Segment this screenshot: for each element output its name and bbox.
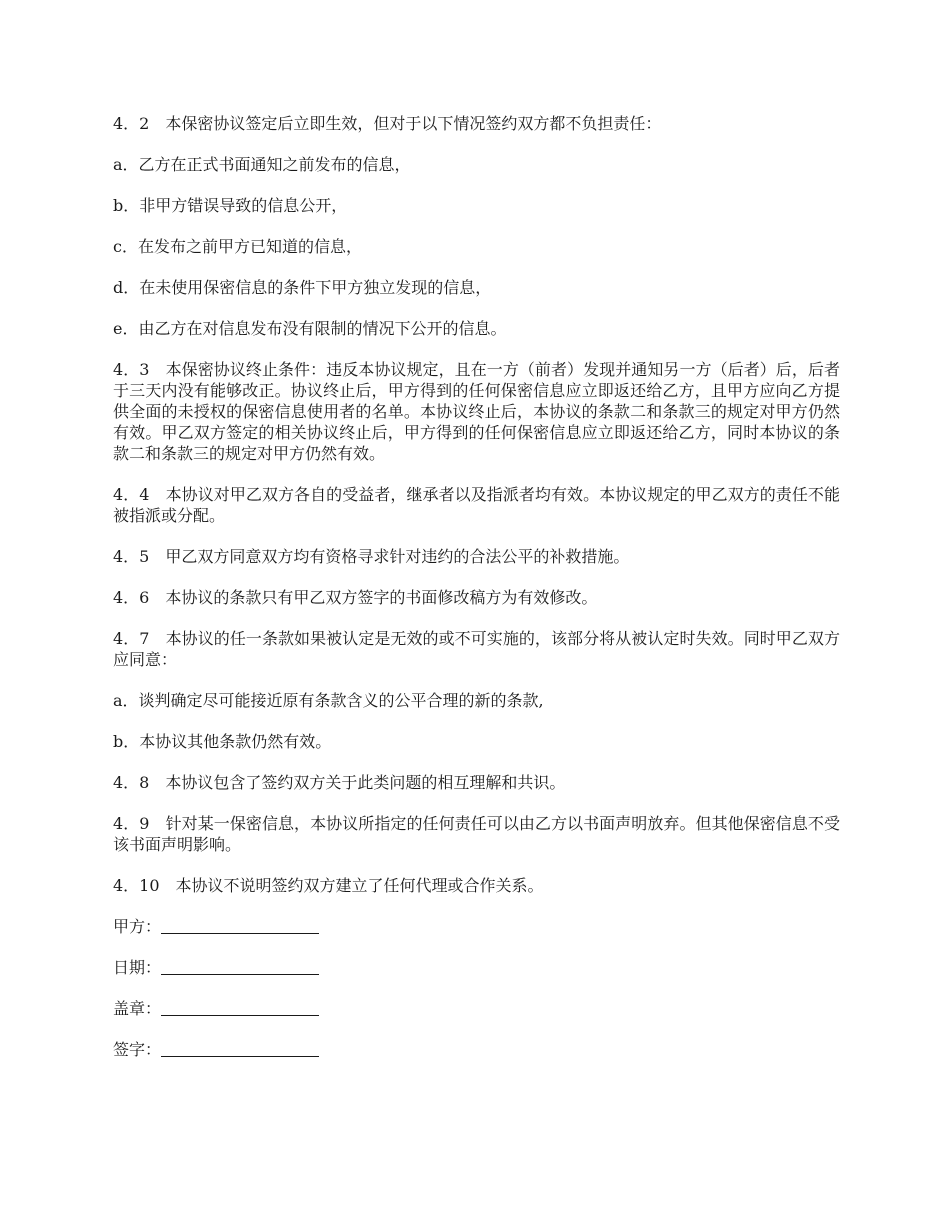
party-a-label: 甲方： [113, 917, 162, 936]
signature-seal [113, 998, 840, 1019]
signature-party-a [113, 916, 840, 937]
list-item-c: c．在发布之前甲方已知道的信息， [113, 237, 362, 256]
clause-4-10: 4．10 本协议不说明签约双方建立了任何代理或合作关系。 [113, 876, 544, 895]
clause-4-6: 4．6 本协议的条款只有甲乙双方签字的书面修改稿方为有效修改。 [113, 588, 598, 607]
clause-4-9: 4．9 针对某一保密信息，本协议所指定的任何责任可以由乙方以书面声明放弃。但其他保密信息不受该书面声明影响。 [113, 814, 840, 854]
signature-date [113, 957, 840, 978]
list-item-e: e．由乙方在对信息发布没有限制的情况下公开的信息。 [113, 319, 507, 338]
clause-4-4: 4．4 本协议对甲乙双方各自的受益者，继承者以及指派者均有效。本协议规定的甲乙双方的责任不能被指派或分配。 [113, 485, 840, 525]
list-item-d: d．在未使用保密信息的条件下甲方独立发现的信息， [113, 278, 492, 297]
clause-4-5: 4．5 甲乙双方同意双方均有资格寻求针对违约的合法公平的补救措施。 [113, 547, 630, 566]
signature-sign [113, 1039, 840, 1060]
list-item-b: b．非甲方错误导致的信息公开， [113, 196, 348, 215]
list-item-b-2: b．本协议其他条款仍然有效。 [113, 732, 332, 751]
clause-4-8: 4．8 本协议包含了签约双方关于此类问题的相互理解和共识。 [113, 773, 566, 792]
sign-label: 签字： [113, 1040, 162, 1059]
document-page [113, 113, 840, 1080]
date-blank[interactable] [161, 958, 319, 975]
list-item-a: a．乙方在正式书面通知之前发布的信息， [113, 155, 411, 174]
sign-blank[interactable] [161, 1040, 319, 1057]
party-a-blank[interactable] [161, 917, 319, 934]
list-item-a-2: a．谈判确定尽可能接近原有条款含义的公平合理的新的条款, [113, 691, 544, 710]
clause-4-3: 4．3 本保密协议终止条件：违反本协议规定，且在一方（前者）发现并通知另一方（后者）后，后者于三天内没有能够改正。协议终止后，甲方得到的任何保密信息应立即返还给乙方，且甲方应向乙方提供全面的未授权的保密信息使用者的名单。本协议终止后，本协议的条款二和条款三的规定对甲方仍然有效。甲乙双方签定的相关协议终止后，甲方得到的任何保密信息应立即返还给乙方，同时本协议的条款二和条款三的规定对甲方仍然有效。 [113, 360, 840, 463]
seal-blank[interactable] [161, 999, 319, 1016]
seal-label: 盖章： [113, 999, 162, 1018]
clause-4-2: 4．2 本保密协议签定后立即生效，但对于以下情况签约双方都不负担责任： [113, 114, 662, 133]
clause-4-7: 4．7 本协议的任一条款如果被认定是无效的或不可实施的，该部分将从被认定时失效。同时甲乙双方应同意： [113, 629, 840, 669]
date-label: 日期： [113, 958, 162, 977]
